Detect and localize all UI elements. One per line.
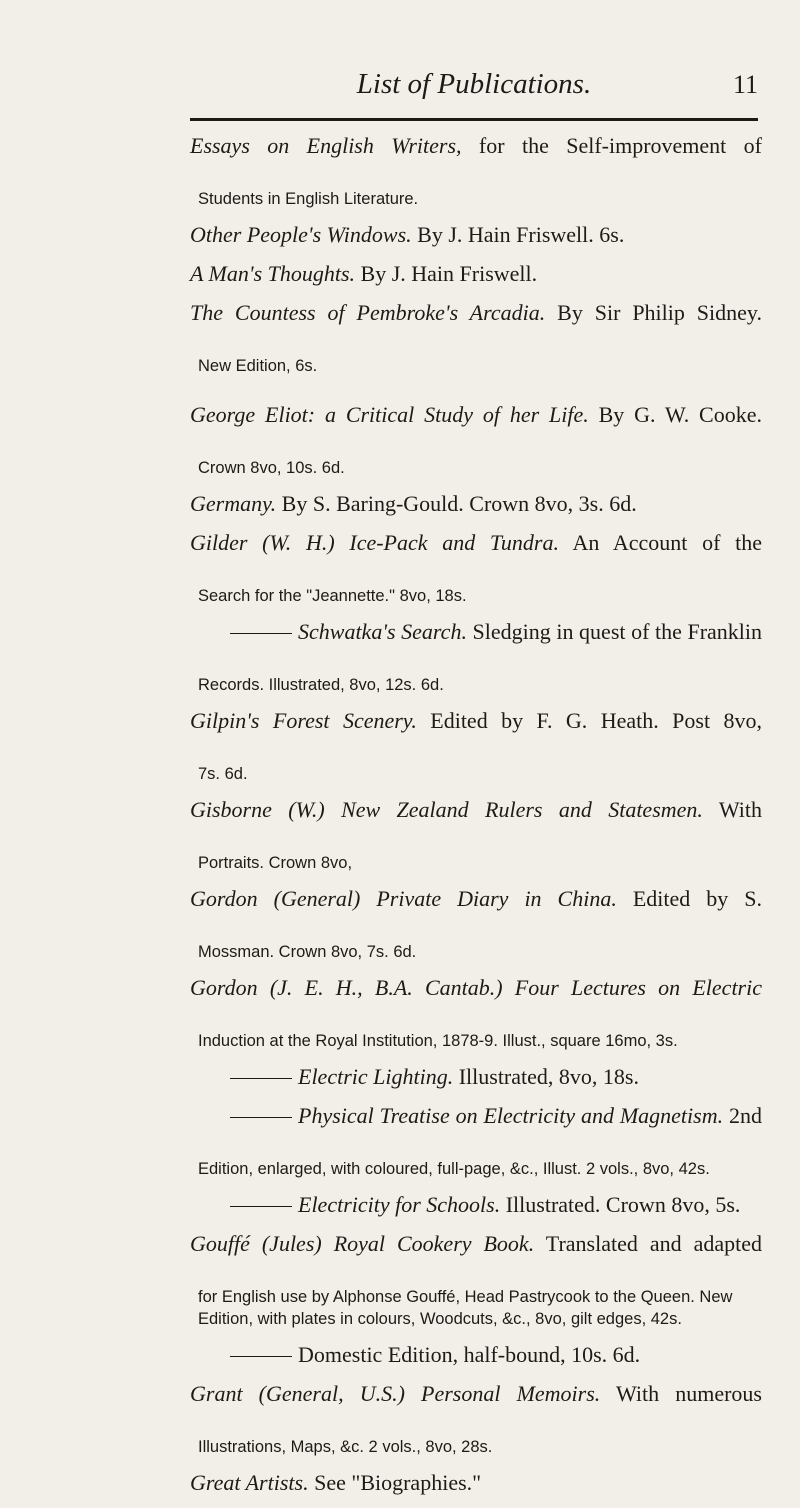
entry-note: Mossman. Crown 8vo, 7s. 6d. <box>198 943 417 961</box>
list-item <box>190 707 762 785</box>
entry-details: With numerous <box>600 1381 762 1406</box>
entry-details: Illustrated. Crown 8vo, 5s. <box>500 1192 741 1217</box>
entry-details: By J. Hain Friswell. 6s. <box>411 222 625 247</box>
entry-details: Edited by F. G. Heath. Post 8vo, <box>416 708 762 733</box>
entry-title: Schwatka's Search. <box>298 619 467 644</box>
list-item <box>190 490 762 518</box>
entry-note: Crown 8vo, 10s. 6d. <box>198 459 345 477</box>
list-item <box>190 1230 762 1330</box>
page-number: 11 <box>732 70 758 99</box>
entry-title: Grant (General, U.S.) Personal Memoirs. <box>190 1381 601 1406</box>
entry-title: Great Artists. <box>190 1470 309 1495</box>
ditto-dash <box>230 1078 292 1079</box>
list-item <box>190 1380 762 1458</box>
entry-note: Edition, enlarged, with coloured, full-page, &c., Illust. 2 vols., 8vo, 42s. <box>198 1160 710 1178</box>
entry-note: Illustrations, Maps, &c. 2 vols., 8vo, 28s. <box>198 1438 493 1456</box>
entry-details: Illustrated, 8vo, 18s. <box>453 1064 639 1089</box>
entry-title: A Man's Thoughts. <box>190 261 356 286</box>
ditto-dash <box>230 1206 292 1207</box>
entry-title: Essays on English Writers, <box>190 133 462 158</box>
list-item <box>190 260 762 288</box>
entry-note: Records. Illustrated, 8vo, 12s. 6d. <box>198 676 444 694</box>
publication-list <box>190 132 762 1508</box>
entry-title: Gordon (General) Private Diary in China. <box>190 886 617 911</box>
list-item <box>190 221 762 249</box>
list-item <box>190 885 762 963</box>
entry-note: Induction at the Royal Institution, 1878-9. Illust., square 16mo, 3s. <box>198 1032 678 1050</box>
entry-title: Electric Lighting. <box>298 1064 454 1089</box>
list-item <box>190 1063 762 1091</box>
page-title: List of Publications. <box>356 68 592 100</box>
ditto-dash <box>230 1117 292 1118</box>
ditto-dash <box>230 1356 292 1357</box>
list-item <box>190 1102 762 1180</box>
list-item <box>190 974 762 1052</box>
entry-details: By J. Hain Friswell. <box>355 261 538 286</box>
entry-details: See "Biographies." <box>308 1470 482 1495</box>
entry-details: An Account of the <box>559 530 762 555</box>
list-item <box>190 299 762 377</box>
running-header <box>190 68 758 108</box>
entry-title: Gilpin's Forest Scenery. <box>190 708 417 733</box>
entry-title: Germany. <box>190 491 277 516</box>
entry-details: Translated and adapted <box>534 1231 762 1256</box>
list-item <box>190 796 762 874</box>
list-item <box>190 1341 762 1369</box>
entry-details: for the Self-improvement of <box>461 133 762 158</box>
ditto-dash <box>230 633 292 634</box>
list-item <box>190 1191 762 1219</box>
entry-note: New Edition, 6s. <box>198 357 318 375</box>
list-item <box>190 401 762 479</box>
list-item <box>190 618 762 696</box>
entry-title: The Countess of Pembroke's Arcadia. <box>190 300 546 325</box>
entry-note: for English use by Alphonse Gouffé, Head Pastrycook to the Queen. New Edition, with plates in colours, Woodcuts, &c., 8vo, gilt edges, 42s. <box>198 1288 733 1328</box>
entry-details: By G. W. Cooke. <box>588 402 762 427</box>
entry-details: Edited by S. <box>616 886 762 911</box>
entry-title: Gilder (W. H.) Ice-Pack and Tundra. <box>190 530 559 555</box>
entry-note: Search for the "Jeannette." 8vo, 18s. <box>198 587 467 605</box>
list-item <box>190 132 762 210</box>
list-item <box>190 529 762 607</box>
entry-title: Other People's Windows. <box>190 222 412 247</box>
entry-details: Domestic Edition, half-bound, 10s. 6d. <box>298 1342 641 1367</box>
entry-title: Electricity for Schools. <box>298 1192 501 1217</box>
entry-note: 7s. 6d. <box>198 765 248 783</box>
entry-details: With <box>702 797 762 822</box>
entry-details: Sledging in quest of the Franklin <box>466 619 763 644</box>
entry-title: George Eliot: a Critical Study of her Life. <box>190 402 589 427</box>
entry-details: By S. Baring-Gould. Crown 8vo, 3s. 6d. <box>276 491 637 516</box>
header-rule <box>190 118 758 121</box>
entry-note: Portraits. Crown 8vo, <box>198 854 353 872</box>
entry-details: By Sir Philip Sidney. <box>545 300 762 325</box>
entry-title: Physical Treatise on Electricity and Magnetism. <box>298 1103 724 1128</box>
entry-title: Gisborne (W.) New Zealand Rulers and Statesmen. <box>190 797 703 822</box>
entry-details: 2nd <box>723 1103 762 1128</box>
entry-title: Gordon (J. E. H., B.A. Cantab.) Four Lectures on Electric <box>190 975 762 1000</box>
list-item <box>190 1469 762 1497</box>
entry-note: Students in English Literature. <box>198 190 419 208</box>
entry-title: Gouffé (Jules) Royal Cookery Book. <box>190 1231 535 1256</box>
